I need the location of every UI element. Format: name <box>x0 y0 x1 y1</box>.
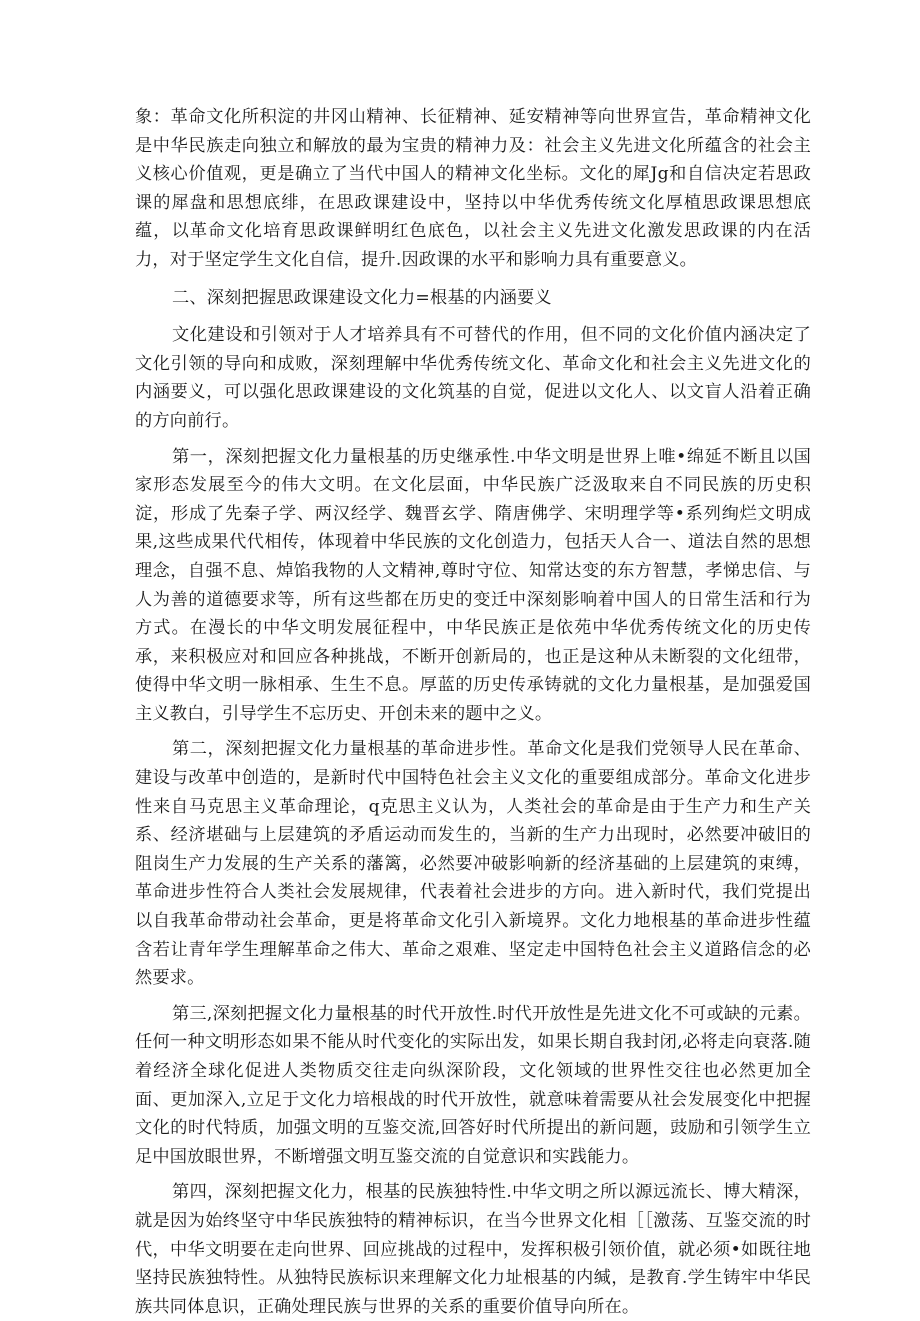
paragraph-fourth: 第四，深刻把握文化力，根基的民族独特性.中华文明之所以源远流长、博大精深，就是因为始终坚守中华民族独特的精神标识，在当今世界文化相［［激荡、互鉴交流的时代，中华文明要在走向世界、回应挑战的过程中，发挥积极引领价值，就必须•如既往地坚持民族独特性。从独特民族标识来理解文化力址根基的内缄，是教育.学生铸牢中华民族共同体息识，正确处理民族与世界的关系的重要价值导向所在。 <box>135 1182 811 1317</box>
paragraph-third: 第三,深刻把握文化力量根基的时代开放性.时代开放性是先进文化不可或缺的元素。任何一种文明形态如果不能从时代变化的实际出发，如果长期自我封闭,必将走向衰落.随着经济全球化促进人类物质交往走向纵深阶段，文化领域的世界性交往也必然更加全面、更加深入,立足于文化力培根战的时代开放性，就意味着需要从社会发展变化中把握文化的时代特质，加强文明的互鉴交流,回答好时代所提出的新问题，豉励和引领学生立足中国放眼世界，不断增强文明互鉴交流的自觉意识和实践能力。 <box>135 1003 811 1167</box>
section-heading: 二、深刻把握思政课建设文化力=根基的内涵要义 <box>172 287 552 308</box>
document-body <box>135 103 811 1321</box>
paragraph-first: 第一，深刻把握文化力量根基的历史继承性.中华文明是世界上唯•绵延不断且以国家形态发展至今的伟大文明。在文化层面，中华民族广泛汲取来自不同民族的历史积淀，形成了先秦子学、两汉经学、魏晋玄学、隋唐佛学、宋明理学等•系列绚烂文明成果,这些成果代代相传，体现着中华民族的文化创造力，包括天人合一、道法自然的思想理念，自强不息、焯馅我物的人文精神,尊时守位、知常达变的东方智慧，孝悌忠信、与人为善的道德要求等，所有这些都在历史的变迁中深刻影响着中国人的日常生活和行为方式。在漫长的中华文明发展征程中，中华民族正是依苑中华优秀传统文化的历史传承，来积极应对和回应各种挑战，不断开创新局的，也正是这种从未断裂的文化纽带，使得中华文明一脉相承、生生不息。厚蓝的历史传承铸就的文化力量根基，是加强爱国主义教白，引导学生不忘历史、开创未来的题中之义。 <box>135 446 811 724</box>
paragraph-intro: 文化建设和引领对于人才培养具有不可替代的作用，但不同的文化价值内涵决定了文化引领的导向和成败，深刻理解中华优秀传统文化、革命文化和社会主义先进文化的内涵要义，可以强化思政课建设的文化筑基的自觉，促进以文化人、以文盲人沿着正确的方向前行。 <box>135 325 811 431</box>
paragraph-continued: 象：革命文化所积淀的井冈山精神、长征精神、延安精神等向世界宣告，革命精神文化是中华民族走向独立和解放的最为宝贵的精神力及：社会主义先进文化所蕴含的社会主义核心价值观，更是确立了当代中国人的精神文化坐标。文化的犀Jg和自信决定若思政课的犀盘和思想底绯，在思政课建设中，坚持以中华优秀传统文化厚植思政课思想底蕴，以革命文化培育思政课鲜明红色底色，以社会主义先进文化激发思政课的内在活力，对于坚定学生文化自信，提升.因政课的水平和影响力具有重要意义。 <box>135 107 811 270</box>
paragraph-second: 第二，深刻把握文化力量根基的革命进步性。革命文化是我们党领导人民在革命、建设与改革中创造的，是新时代中国特色社会主义文化的重要组成部分。革命文化进步性来自马克思主义革命理论，q克思主义认为，人类社会的革命是由于生产力和生产关系、经济堪础与上层建筑的矛盾运动而发生的，当新的生产力出现时，必然要冲破旧的阻岗生产力发展的生产关系的藩篱，必然要冲破影响新的经济基础的上层建筑的束缚，革命进步性符合人类社会发展规律，代表着社会进步的方向。进入新时代，我们党提出以自我革命带动社会革命，更是将革命文化引入新境界。文化力地根基的革命进步性蕴含若让青年学生理解革命之伟大、革命之艰难、坚定走中国特色社会主义道路信念的必然要求。 <box>135 739 811 989</box>
